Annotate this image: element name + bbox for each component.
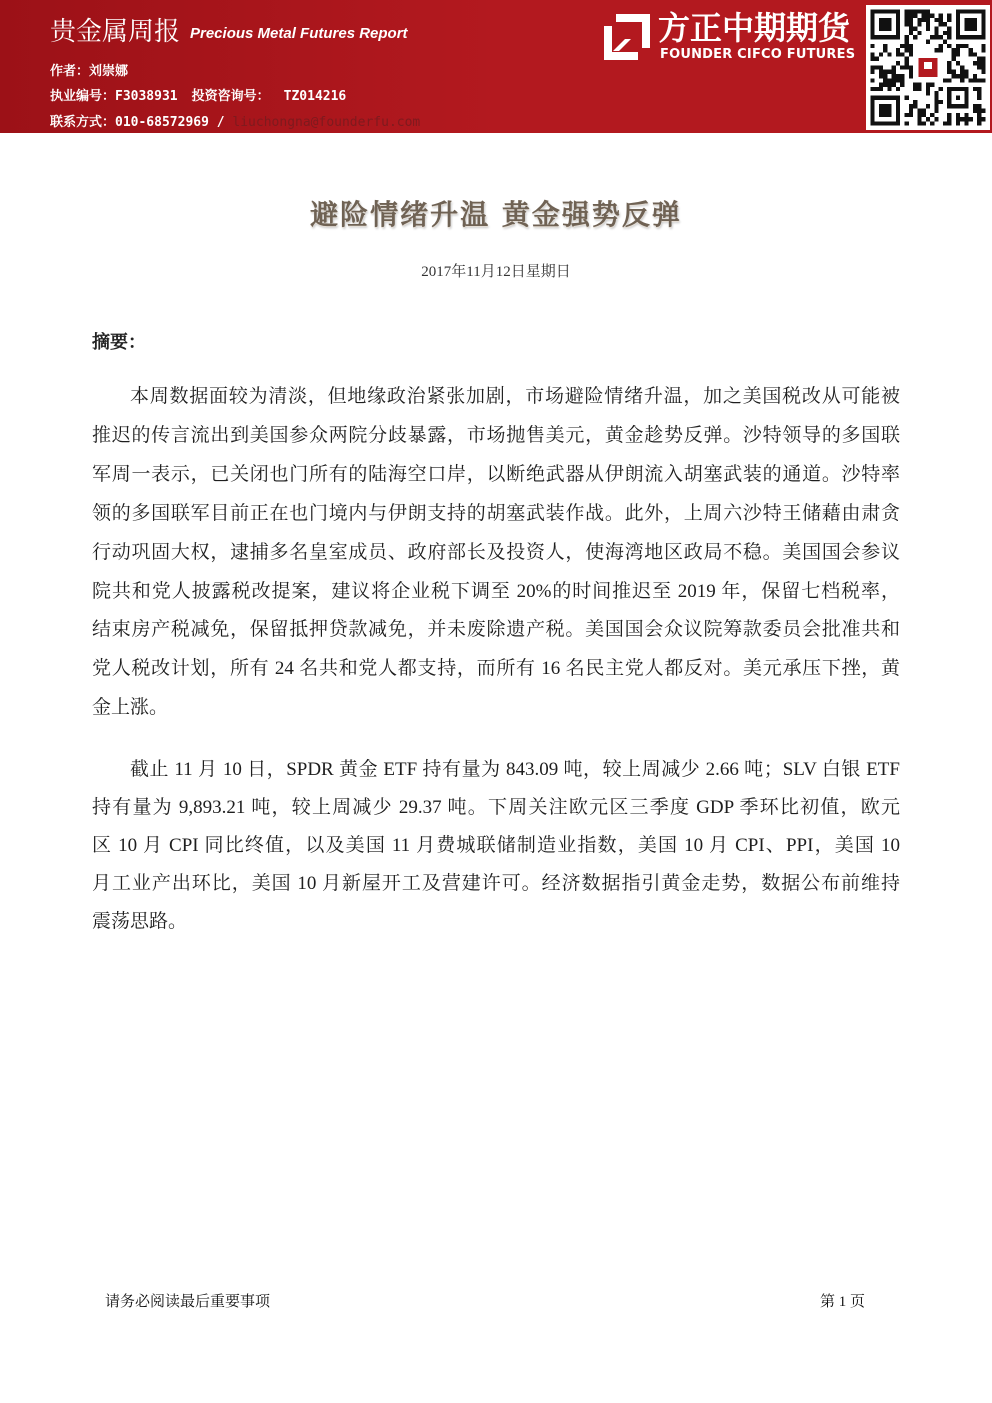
report-date: 2017年11月12日星期日 xyxy=(421,264,571,280)
paragraph-line: 月工业产出环比，美国 10 月新屋开工及营建许可。经济数据指引黄金走势，数据公布前维持 xyxy=(92,873,900,894)
brand-name-en: FOUNDER CIFCO FUTURES xyxy=(660,47,856,62)
consult-number: TZ014216 xyxy=(283,89,347,104)
paragraph-line: 行动巩固大权，逮捕多名皇室成员、政府部长及投资人，使海湾地区政局不稳。美国国会参议 xyxy=(92,541,900,563)
paragraph-line: 结束房产税减免，保留抵押贷款减免，并未废除遗产税。美国国会众议院筹款委员会批准共和 xyxy=(92,619,900,641)
paragraph-line: 军周一表示，已关闭也门所有的陆海空口岸，以断绝武器从伊朗流入胡塞武装的通道。沙特率 xyxy=(92,463,900,485)
paragraph-line: 金上涨。 xyxy=(92,697,169,719)
license-number: 执业编号：F3038931 xyxy=(50,89,178,104)
summary-paragraph-1 xyxy=(92,378,900,728)
paragraph-line: 区 10 月 CPI 同比终值，以及美国 11 月费城联储制造业指数，美国 10 月 CPI、PPI，美国 10 xyxy=(92,835,900,856)
founder-logo-icon xyxy=(604,14,650,60)
footer-notice: 请务必阅读最后重要事项 xyxy=(105,1294,271,1310)
contact-email-link[interactable]: liuchongna@founderfu.com xyxy=(232,115,421,130)
page-number: 第 1 页 xyxy=(820,1294,866,1310)
paragraph-line: 党人税改计划，所有 24 名共和党人都支持，而所有 16 名民主党人都反对。美元承压下挫，黄 xyxy=(92,658,900,680)
report-title-cn: 贵金属周报 xyxy=(50,17,181,47)
summary-paragraph-2 xyxy=(92,751,900,941)
paragraph-line: 截止 11 月 10 日，SPDR 黄金 ETF 持有量为 843.09 吨，较上周减少 2.66 吨；SLV 白银 ETF xyxy=(130,759,900,780)
report-title-en: Precious Metal Futures Report xyxy=(190,25,408,42)
paragraph-line: 推迟的传言流出到美国参众两院分歧暴露，市场抛售美元，黄金趁势反弹。沙特领导的多国联 xyxy=(92,424,900,446)
paragraph-line: 院共和党人披露税改提案，建议将企业税下调至 20%的时间推迟至 2019 年，保留七档税率， xyxy=(92,580,900,602)
paragraph-line: 本周数据面较为清淡，但地缘政治紧张加剧，市场避险情绪升温，加之美国税改从可能被 xyxy=(130,386,900,407)
paragraph-line: 震荡思路。 xyxy=(92,911,188,932)
contact-phone: 联系方式：010-68572969 / xyxy=(50,115,233,130)
license-line xyxy=(50,88,346,106)
contact-line xyxy=(50,114,420,132)
consult-label: 投资咨询号： xyxy=(191,89,270,104)
brand-name-cn: 方正中期期货 xyxy=(658,9,851,47)
qr-code-icon xyxy=(866,5,990,130)
report-headline: 避险情绪升温 黄金强势反弹 xyxy=(310,198,682,231)
paragraph-line: 领的多国联军目前正在也门境内与伊朗支持的胡塞武装作战。此外，上周六沙特王储藉由肃贪 xyxy=(92,502,900,524)
paragraph-line: 持有量为 9,893.21 吨，较上周减少 29.37 吨。下周关注欧元区三季度 GDP 季环比初值，欧元 xyxy=(92,797,900,818)
summary-label: 摘要： xyxy=(92,332,146,353)
author-line: 作者：刘崇娜 xyxy=(50,64,129,79)
